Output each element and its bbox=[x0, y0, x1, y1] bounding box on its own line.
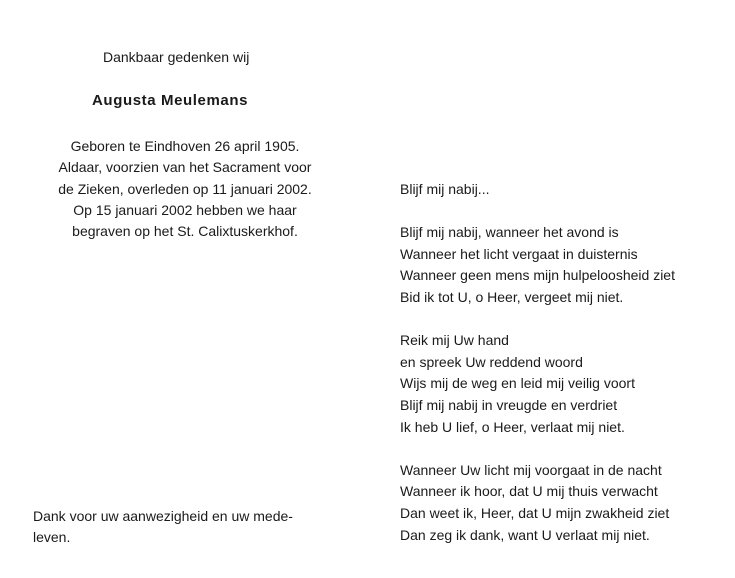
poem-stanza-2 bbox=[400, 330, 720, 438]
poem-title: Blijf mij nabij... bbox=[400, 181, 490, 197]
poem bbox=[400, 179, 720, 546]
poem-stanza-3 bbox=[400, 460, 720, 546]
left-column bbox=[30, 0, 340, 578]
poem-line: Wanneer het licht vergaat in duisternis bbox=[400, 245, 638, 262]
poem-line: Wijs mij de weg en leid mij veilig voort bbox=[400, 375, 635, 392]
poem-line: Wanneer Uw licht mij voorgaat in de nacht bbox=[400, 461, 662, 478]
bio-line: Geboren te Eindhoven 26 april 1905. bbox=[70, 138, 300, 154]
poem-line: Wanneer ik hoor, dat U mij thuis verwacht bbox=[400, 483, 658, 500]
poem-stanza-1 bbox=[400, 222, 720, 308]
poem-line: Dan zeg ik dank, want U verlaat mij niet. bbox=[400, 526, 650, 543]
poem-line: Blijf mij nabij in vreugde en verdriet bbox=[400, 396, 618, 413]
deceased-name: Augusta Meulemans bbox=[92, 92, 249, 109]
poem-line: Blijf mij nabij, wanneer het avond is bbox=[400, 224, 619, 241]
bio-line: begraven op het St. Calixtuskerkhof. bbox=[72, 223, 298, 240]
thanks-line: Dank voor uw aanwezigheid en uw mede- bbox=[33, 508, 293, 524]
poem-line: en spreek Uw reddend woord bbox=[400, 353, 583, 370]
poem-line: Ik heb U lief, o Heer, verlaat mij niet. bbox=[400, 418, 625, 435]
thanks-line: leven. bbox=[33, 529, 71, 545]
thanks-note bbox=[33, 506, 293, 548]
bio-line: de Zieken, overleden op 11 januari 2002. bbox=[58, 180, 312, 197]
bio-line: Op 15 januari 2002 hebben we haar bbox=[73, 201, 297, 218]
poem-line: Wanneer geen mens mijn hulpeloosheid ziet bbox=[400, 267, 675, 284]
bio-line: Aldaar, voorzien van het Sacrament voor bbox=[58, 159, 312, 176]
poem-line: Bid ik tot U, o Heer, vergeet mij niet. bbox=[400, 288, 624, 305]
biography bbox=[30, 136, 340, 242]
poem-line: Reik mij Uw hand bbox=[400, 332, 509, 349]
intro-text: Dankbaar gedenken wij bbox=[103, 49, 250, 65]
poem-line: Dan weet ik, Heer, dat U mijn zwakheid ziet bbox=[400, 504, 670, 521]
